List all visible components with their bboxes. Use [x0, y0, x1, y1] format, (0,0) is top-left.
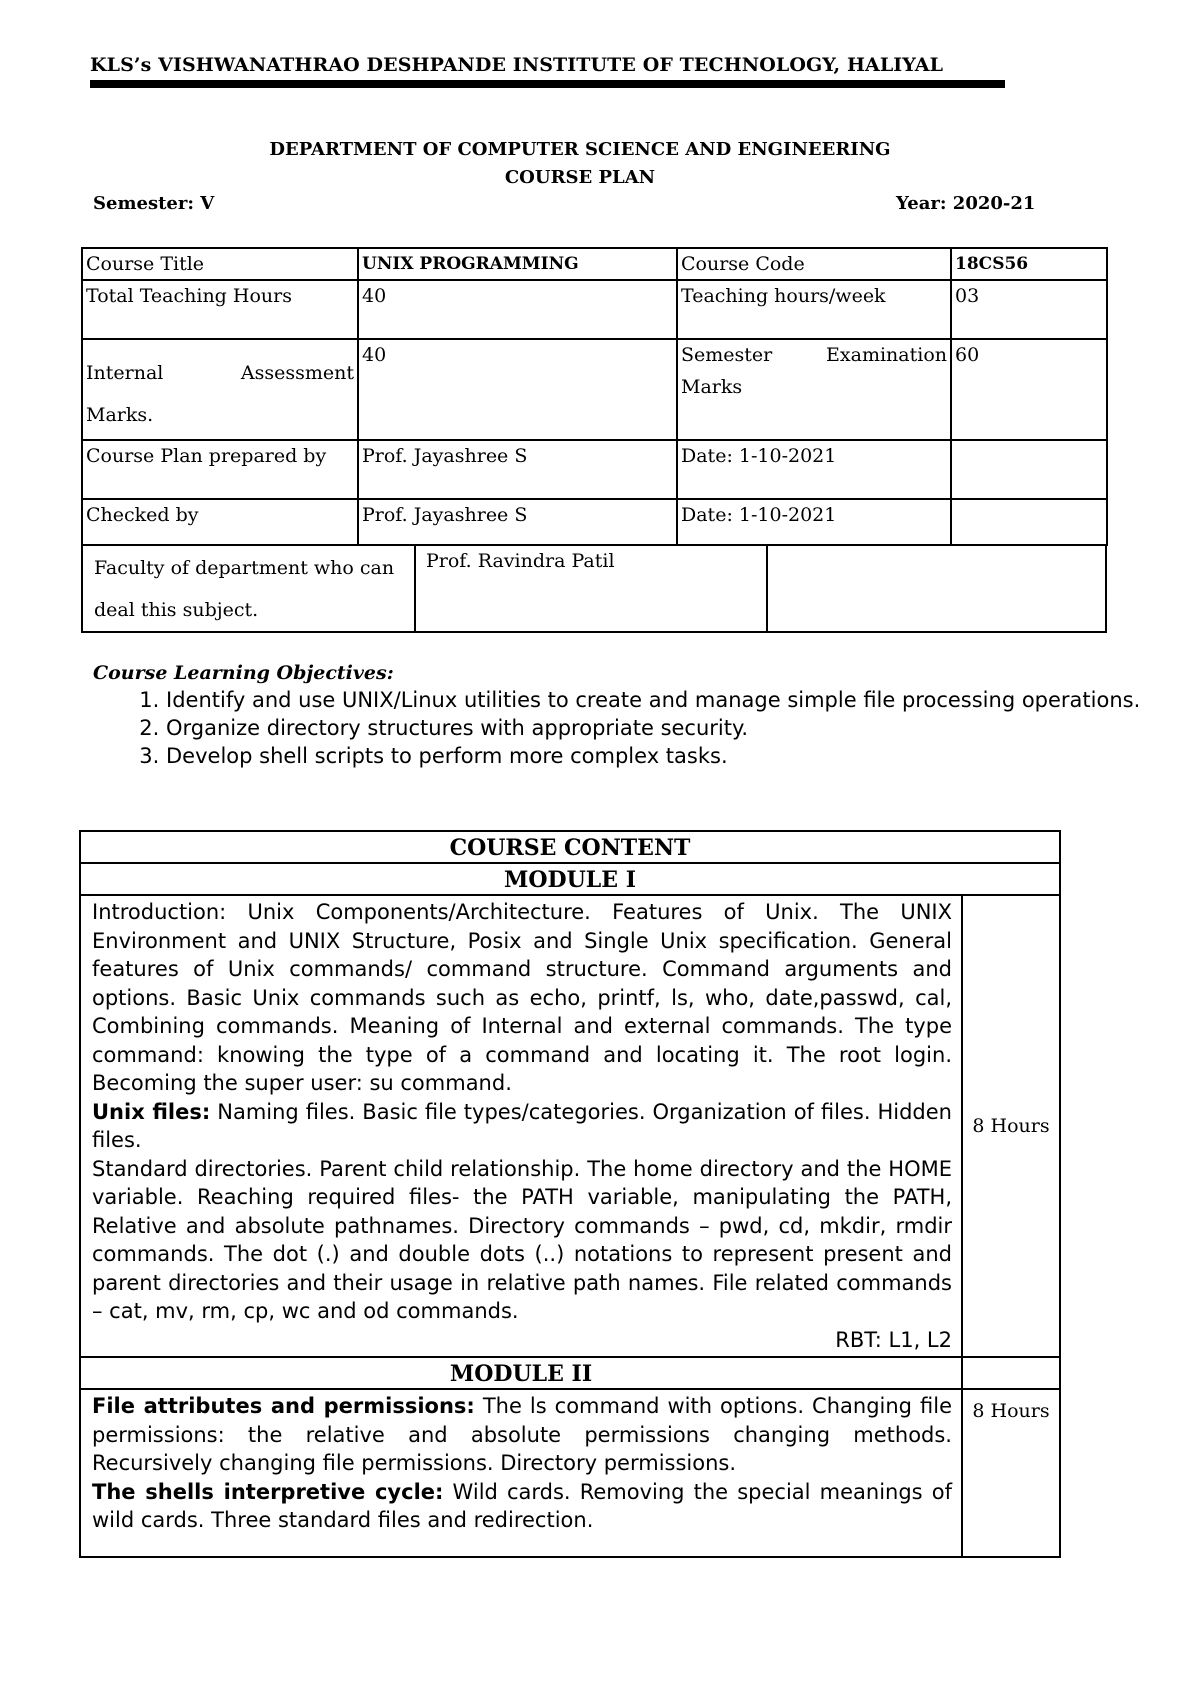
- module-1-title: MODULE I: [80, 863, 1060, 895]
- module-1-hours: 8 Hours: [962, 895, 1060, 1357]
- faculty-value: Prof. Ravindra Patil: [415, 545, 767, 632]
- course-title-value: UNIX PROGRAMMING: [358, 248, 677, 280]
- see-marks-label: [677, 339, 951, 440]
- empty-cell: [767, 545, 1106, 632]
- ia-marks-label: [82, 339, 358, 440]
- module-2-attributes: [92, 1392, 952, 1478]
- checked-by-value: Prof. Jayashree S: [358, 499, 677, 545]
- table-row: [80, 895, 1060, 1357]
- table-row: [82, 545, 1106, 632]
- see-label-word: Examination: [826, 344, 947, 366]
- list-item: 2. Organize directory structures with appropriate security.: [166, 714, 1141, 742]
- institute-name: KLS’s VISHWANATHRAO DESHPANDE INSTITUTE OF TECHNOLOGY, HALIYAL: [90, 54, 944, 76]
- ia-label-word: Assessment: [240, 362, 354, 384]
- module-2-hours: 8 Hours: [962, 1389, 1060, 1557]
- total-hours-label: Total Teaching Hours: [82, 280, 358, 339]
- module-1-content: [80, 895, 962, 1357]
- hours-week-label: Teaching hours/week: [677, 280, 951, 339]
- module-2-shells-text: Wild cards. Removing the special meanings of wild cards. Three standard files and redirection.: [92, 1479, 952, 1532]
- hours-week-value: 03: [951, 280, 1107, 339]
- table-row: [80, 831, 1060, 863]
- module-1-files-heading: Unix files:: [92, 1099, 211, 1124]
- faculty-label: Faculty of department who can deal this subject.: [82, 545, 415, 632]
- empty-cell: [962, 1357, 1060, 1389]
- checked-date: Date: 1-10-2021: [677, 499, 951, 545]
- module-1-directories: Standard directories. Parent child relationship. The home directory and the HOME variable. Reaching required files- the PATH variable, manipulating the PATH, Relative and absolute pathnames. Directory commands – pwd, cd, mkdir, rmdir commands. The dot (.) and double dots (..) notations to represent present and parent directories and their usage in relative path names. File related commands – cat, mv, rm, cp, wc and od commands.: [92, 1156, 952, 1323]
- course-title-label: Course Title: [82, 248, 358, 280]
- module-2-shells: [92, 1478, 952, 1535]
- course-code-value: 18CS56: [951, 248, 1107, 280]
- table-row: [82, 499, 1107, 545]
- see-label-word: Semester: [681, 344, 773, 366]
- table-row: [82, 248, 1107, 280]
- prepared-by-label: Course Plan prepared by: [82, 440, 358, 499]
- total-hours-value: 40: [358, 280, 677, 339]
- table-row: [82, 339, 1107, 440]
- ia-label-word: Marks.: [86, 404, 154, 426]
- course-content-table: [79, 830, 1061, 1558]
- table-row: [80, 1389, 1060, 1557]
- empty-cell: [951, 440, 1107, 499]
- course-info-table: [81, 247, 1108, 546]
- empty-cell: [951, 499, 1107, 545]
- module-2-shells-heading: The shells interpretive cycle:: [92, 1479, 444, 1504]
- objectives-list: [88, 686, 1141, 770]
- module-1-intro: Introduction: Unix Components/Architecture. Features of Unix. The UNIX Environment and UNIX Structure, Posix and Single Unix specification. General features of Unix commands/ command structure. Command arguments and options. Basic Unix commands such as echo, printf, ls, who, date,passwd, cal, Combining commands. Meaning of Internal and external commands. The type command: knowing the type of a command and locating it. The root login. Becoming the super user: su command.: [92, 900, 952, 1095]
- header-rule: [90, 80, 1005, 88]
- year-label: Year: 2020-21: [896, 193, 1036, 214]
- module-1-rbt: RBT: L1, L2: [835, 1327, 952, 1352]
- module-2-title: MODULE II: [80, 1357, 962, 1389]
- table-row: [80, 863, 1060, 895]
- prepared-date: Date: 1-10-2021: [677, 440, 951, 499]
- semester-label: Semester: V: [93, 193, 215, 214]
- faculty-table: [81, 545, 1107, 633]
- document-title: COURSE PLAN: [504, 167, 656, 188]
- course-content-heading: COURSE CONTENT: [80, 831, 1060, 863]
- prepared-by-value: Prof. Jayashree S: [358, 440, 677, 499]
- ia-marks-value: 40: [358, 339, 677, 440]
- module-2-attributes-heading: File attributes and permissions:: [92, 1394, 475, 1418]
- list-item: 3. Develop shell scripts to perform more complex tasks.: [166, 742, 1141, 770]
- checked-by-label: Checked by: [82, 499, 358, 545]
- ia-label-word: Internal: [86, 362, 164, 384]
- module-1-files: [92, 1098, 952, 1155]
- department-title: DEPARTMENT OF COMPUTER SCIENCE AND ENGINEERING: [269, 139, 891, 160]
- list-item: 1. Identify and use UNIX/Linux utilities to create and manage simple file processing operations.: [166, 686, 1141, 714]
- module-1-files-text: Naming files. Basic file types/categories. Organization of files. Hidden files.: [92, 1099, 952, 1152]
- see-label-word: Marks: [681, 376, 743, 398]
- course-code-label: Course Code: [677, 248, 951, 280]
- see-marks-value: 60: [951, 339, 1107, 440]
- table-row: [82, 280, 1107, 339]
- table-row: [82, 440, 1107, 499]
- objectives-heading: Course Learning Objectives:: [93, 662, 394, 684]
- module-2-content: [80, 1389, 962, 1557]
- module-2-attributes-text: The ls command with options. Changing file permissions: the relative and absolute permissions changing methods. Recursively changing file permissions. Directory permissions.: [92, 1394, 952, 1475]
- table-row: [80, 1357, 1060, 1389]
